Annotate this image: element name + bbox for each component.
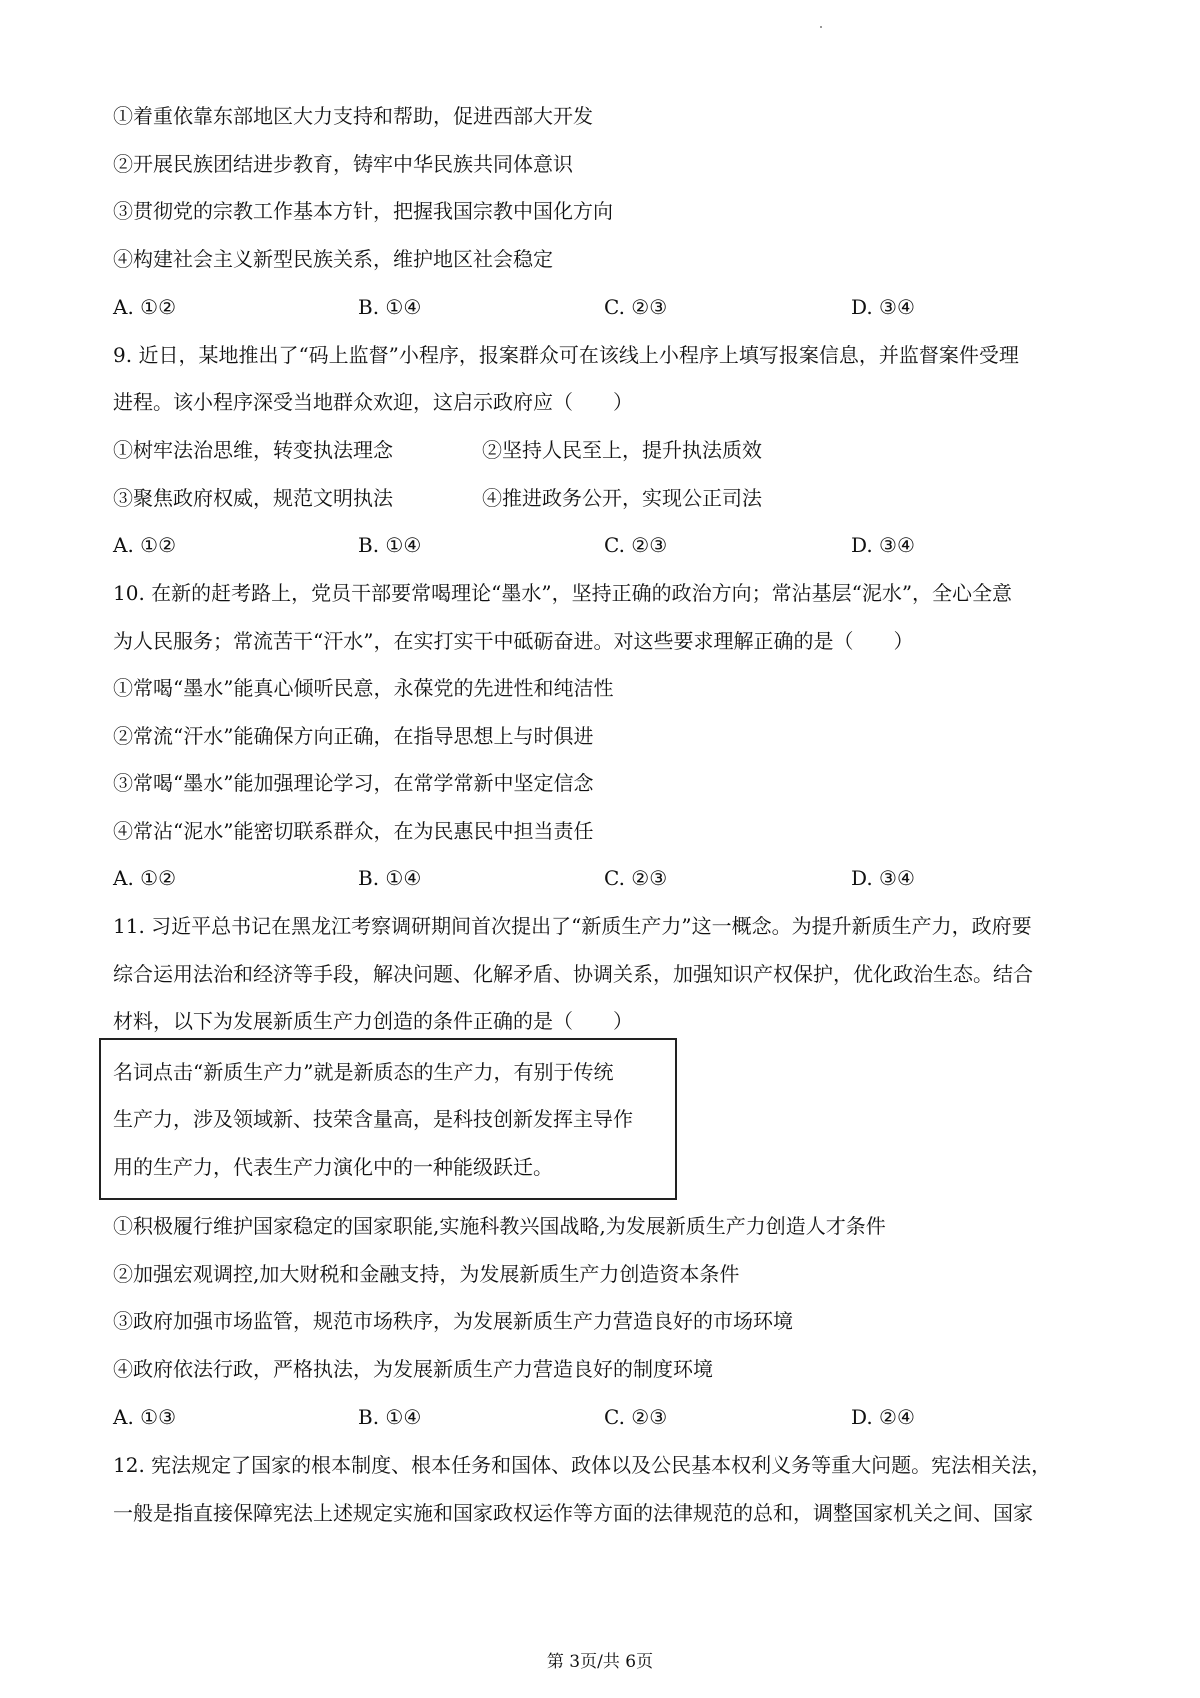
page-number-footer: 第 3页/共 6页 xyxy=(546,1652,654,1672)
q11-item-4: ④政府依法行政，严格执法，为发展新质生产力营造良好的制度环境 xyxy=(113,1357,713,1381)
q8-item-2: ②开展民族团结进步教育，铸牢中华民族共同体意识 xyxy=(113,152,573,176)
q9-item-2: ②坚持人民至上，提升执法质效 xyxy=(482,438,762,462)
q10-item-1: ①常喝“墨水”能真心倾听民意，永葆党的先进性和纯洁性 xyxy=(113,676,614,700)
q12-stem-line-2: 一般是指直接保障宪法上述规定实施和国家政权运作等方面的法律规范的总和，调整国家机关之间、国家 xyxy=(113,1501,1033,1525)
box-line-3: 用的生产力，代表生产力演化中的一种能级跃迁。 xyxy=(113,1155,553,1179)
q10-option-c: C. ②③ xyxy=(604,866,668,890)
q11-stem-line-3: 材料，以下为发展新质生产力创造的条件正确的是（ ） xyxy=(113,1009,633,1033)
q11-option-c: C. ②③ xyxy=(604,1405,668,1429)
q11-stem-line-2: 综合运用法治和经济等手段，解决问题、化解矛盾、协调关系，加强知识产权保护，优化政治生态。结合 xyxy=(113,962,1033,986)
q10-option-a: A. ①② xyxy=(113,866,177,890)
q10-option-d: D. ③④ xyxy=(851,866,915,890)
q8-option-d: D. ③④ xyxy=(851,295,915,319)
q10-option-b: B. ①④ xyxy=(358,866,422,890)
q11-option-b: B. ①④ xyxy=(358,1405,422,1429)
q11-option-d: D. ②④ xyxy=(851,1405,915,1429)
q10-item-3: ③常喝“墨水”能加强理论学习，在常学常新中坚定信念 xyxy=(113,771,594,795)
q9-option-b: B. ①④ xyxy=(358,533,422,557)
box-line-2: 生产力，涉及领域新、技荣含量高，是科技创新发挥主导作 xyxy=(113,1107,633,1131)
q9-stem-line-2: 进程。该小程序深受当地群众欢迎，这启示政府应（ ） xyxy=(113,390,633,414)
q8-option-c: C. ②③ xyxy=(604,295,668,319)
q11-item-1: ①积极履行维护国家稳定的国家职能,实施科教兴国战略,为发展新质生产力创造人才条件 xyxy=(113,1214,886,1238)
term-explanation-box xyxy=(99,1038,677,1200)
q10-item-2: ②常流“汗水”能确保方向正确，在指导思想上与时俱进 xyxy=(113,724,594,748)
q8-item-3: ③贯彻党的宗教工作基本方针，把握我国宗教中国化方向 xyxy=(113,199,613,223)
q9-stem-line-1: 9. 近日，某地推出了“码上监督”小程序，报案群众可在该线上小程序上填写报案信息，并监督案件受理 xyxy=(113,343,1019,367)
q10-item-4: ④常沾“泥水”能密切联系群众，在为民惠民中担当责任 xyxy=(113,819,594,843)
q8-option-b: B. ①④ xyxy=(358,295,422,319)
q8-item-1: ①着重依靠东部地区大力支持和帮助，促进西部大开发 xyxy=(113,104,593,128)
q9-option-c: C. ②③ xyxy=(604,533,668,557)
q11-item-3: ③政府加强市场监管，规范市场秩序，为发展新质生产力营造良好的市场环境 xyxy=(113,1309,793,1333)
q9-option-a: A. ①② xyxy=(113,533,177,557)
q10-stem-line-2: 为人民服务；常流苦干“汗水”，在实打实干中砥砺奋进。对这些要求理解正确的是（ ） xyxy=(113,629,914,653)
q9-item-1: ①树牢法治思维，转变执法理念 xyxy=(113,438,393,462)
box-line-1: 名词点击“新质生产力”就是新质态的生产力，有别于传统 xyxy=(113,1060,614,1084)
scan-speck xyxy=(820,26,822,28)
q8-item-4: ④构建社会主义新型民族关系，维护地区社会稳定 xyxy=(113,247,553,271)
q9-option-d: D. ③④ xyxy=(851,533,915,557)
q11-item-2: ②加强宏观调控,加大财税和金融支持，为发展新质生产力创造资本条件 xyxy=(113,1262,740,1286)
q11-option-a: A. ①③ xyxy=(113,1405,177,1429)
q11-stem-line-1: 11. 习近平总书记在黑龙江考察调研期间首次提出了“新质生产力”这一概念。为提升新质生产力，政府要 xyxy=(113,914,1032,938)
q12-stem-line-1: 12. 宪法规定了国家的根本制度、根本任务和国体、政体以及公民基本权利义务等重大问题。宪法相关法， xyxy=(113,1453,1052,1477)
q9-item-3: ③聚焦政府权威，规范文明执法 xyxy=(113,486,393,510)
q8-option-a: A. ①② xyxy=(113,295,177,319)
q9-item-4: ④推进政务公开，实现公正司法 xyxy=(482,486,762,510)
q10-stem-line-1: 10. 在新的赶考路上，党员干部要常喝理论“墨水”，坚持正确的政治方向；常沾基层“泥水”，全心全意 xyxy=(113,581,1013,605)
